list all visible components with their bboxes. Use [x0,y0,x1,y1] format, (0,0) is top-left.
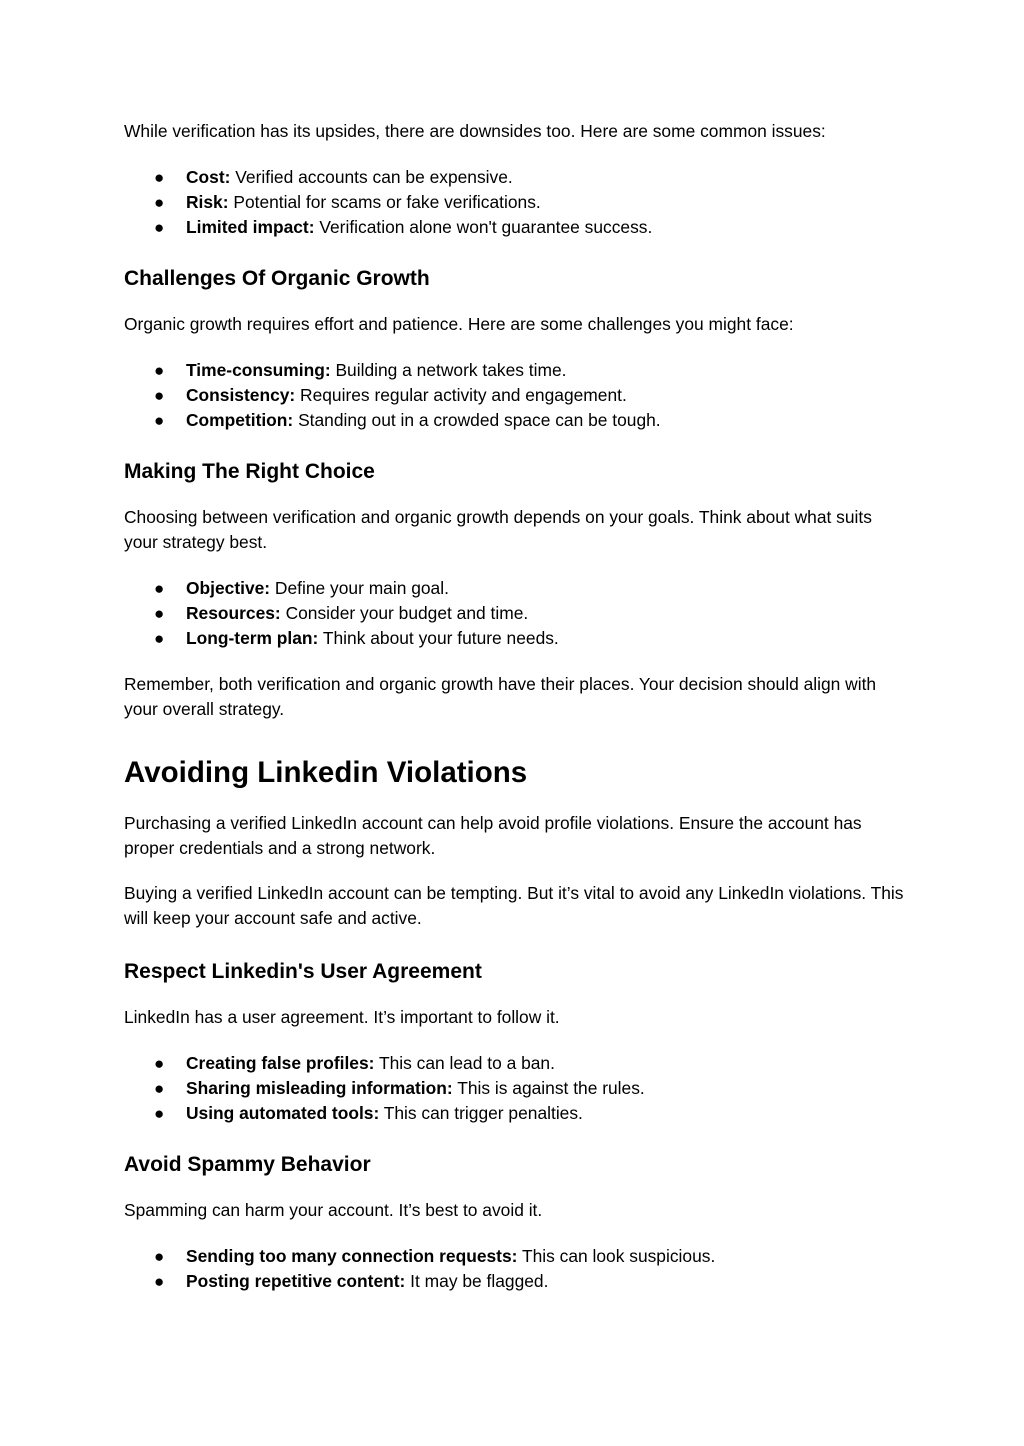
list-item-desc: It may be flagged. [405,1271,549,1291]
agreement-paragraph: LinkedIn has a user agreement. It’s important to follow it. [124,1007,560,1027]
list-item-term: Consistency: [186,385,296,405]
list-item-desc: Potential for scams or fake verifications. [228,192,541,212]
section-heading-choice: Making The Right Choice [124,460,375,483]
list-item-term: Creating false profiles: [186,1053,375,1073]
list-item [124,1051,904,1076]
closing-paragraph: Remember, both verification and organic growth have their places. Your decision should align with your overall strategy. [124,674,877,719]
bullet-icon: ● [154,361,165,380]
list-item [124,408,904,433]
section-heading-organic: Challenges Of Organic Growth [124,267,430,290]
list-item-term: Competition: [186,410,294,430]
list-item-desc: This can lead to a ban. [374,1053,555,1073]
violations-paragraph-2: Buying a verified LinkedIn account can be tempting. But it’s vital to avoid any LinkedIn violations. This will keep your account safe and active. [124,883,904,928]
choice-paragraph: Choosing between verification and organic growth depends on your goals. Think about what suits your strategy best. [124,507,872,552]
organic-paragraph: Organic growth requires effort and patience. Here are some challenges you might face: [124,314,794,334]
bullet-icon: ● [154,1054,165,1073]
bullet-icon: ● [154,1272,165,1291]
bullet-icon: ● [154,193,165,212]
list-item-desc: This can trigger penalties. [379,1103,583,1123]
list-item-term: Using automated tools: [186,1103,380,1123]
list-item [124,626,904,651]
list-item-desc: Building a network takes time. [330,360,567,380]
list-item-term: Cost: [186,167,231,187]
list-item [124,190,904,215]
section-heading-agreement: Respect Linkedin's User Agreement [124,960,482,983]
list-item [124,1269,904,1294]
agreement-list [124,1051,904,1126]
section-heading-spam: Avoid Spammy Behavior [124,1153,371,1176]
list-item-desc: This can look suspicious. [517,1246,716,1266]
list-item-desc: Verification alone won't guarantee success. [314,217,653,237]
list-item-term: Posting repetitive content: [186,1271,406,1291]
list-item-desc: Consider your budget and time. [280,603,529,623]
page-title: Avoiding Linkedin Violations [124,756,528,789]
list-item [124,601,904,626]
bullet-icon: ● [154,579,165,598]
list-item [124,1244,904,1269]
list-item [124,358,904,383]
list-item-desc: Think about your future needs. [318,628,559,648]
list-item-term: Time-consuming: [186,360,331,380]
list-item-desc: Standing out in a crowded space can be tough. [293,410,661,430]
challenges-list [124,358,904,433]
issues-list [124,165,904,240]
bullet-icon: ● [154,629,165,648]
bullet-icon: ● [154,1247,165,1266]
list-item [124,383,904,408]
spam-paragraph: Spamming can harm your account. It’s best to avoid it. [124,1200,543,1220]
list-item-term: Objective: [186,578,271,598]
list-item [124,1076,904,1101]
list-item-desc: Define your main goal. [270,578,449,598]
list-item [124,215,904,240]
list-item-term: Limited impact: [186,217,315,237]
bullet-icon: ● [154,1079,165,1098]
list-item [124,165,904,190]
bullet-icon: ● [154,604,165,623]
spam-list [124,1244,904,1294]
choice-list [124,576,904,651]
list-item [124,576,904,601]
list-item-term: Sending too many connection requests: [186,1246,518,1266]
bullet-icon: ● [154,1104,165,1123]
violations-paragraph-1: Purchasing a verified LinkedIn account can help avoid profile violations. Ensure the account has proper credentials and a strong network. [124,813,862,858]
list-item-desc: Requires regular activity and engagement. [295,385,627,405]
list-item-term: Long-term plan: [186,628,319,648]
bullet-icon: ● [154,218,165,237]
bullet-icon: ● [154,386,165,405]
document-page [124,119,904,1294]
bullet-icon: ● [154,168,165,187]
list-item-term: Sharing misleading information: [186,1078,453,1098]
list-item-term: Resources: [186,603,281,623]
list-item-desc: Verified accounts can be expensive. [230,167,513,187]
bullet-icon: ● [154,411,165,430]
intro-paragraph: While verification has its upsides, there are downsides too. Here are some common issues: [124,121,826,141]
list-item-desc: This is against the rules. [452,1078,645,1098]
list-item [124,1101,904,1126]
list-item-term: Risk: [186,192,229,212]
